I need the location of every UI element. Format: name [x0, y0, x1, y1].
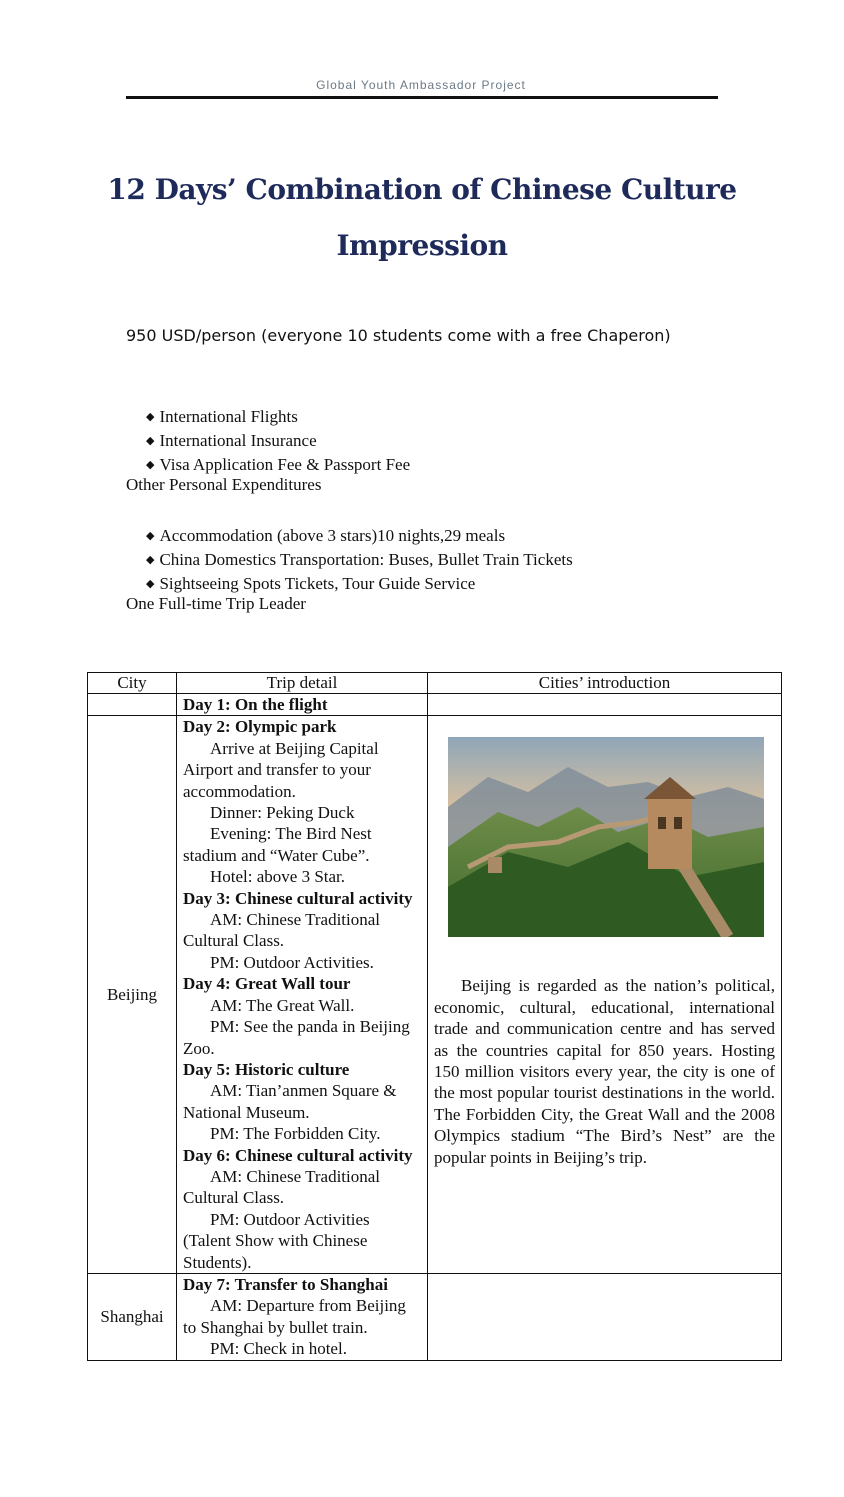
city-cell-empty: [88, 694, 177, 716]
shanghai-detail-cell: [177, 1273, 428, 1360]
header-rule: [126, 96, 718, 99]
title-line-2: Impression: [336, 229, 508, 262]
detail-line: PM: Outdoor Activities: [210, 1209, 370, 1229]
list-item: ◆ Sightseeing Spots Tickets, Tour Guide Service: [146, 573, 573, 597]
detail-line: Cultural Class.: [183, 931, 285, 951]
detail-line: PM: Outdoor Activities.: [210, 952, 374, 972]
detail-line: Airport and transfer to your accommodation.: [183, 760, 371, 801]
detail-line: AM: Departure from Beijing: [210, 1296, 406, 1316]
day-title: Day 5: Historic culture: [183, 1059, 350, 1079]
day-title: Day 2: Olympic park: [183, 717, 337, 737]
header-city: City: [88, 673, 177, 694]
list-item: ◆ China Domestics Transportation: Buses, Bullet Train Tickets: [146, 549, 573, 573]
beijing-intro-text: Beijing is regarded as the nation’s political, economic, cultural, educational, international trade and communication centre and has served as the countries capital for 850 years. Hosting 150 million visitors every year, the city is one of the most popular tourist destinations in the world. The Forbidden City, the Great Wall and the 2008 Olympics stadium “The Bird’s Nest” are the popular points in Beijing’s trip.: [434, 976, 775, 1167]
beijing-intro-cell: [428, 716, 782, 1274]
header-cities-intro: Cities’ introduction: [428, 673, 782, 694]
day-title: Day 3: Chinese cultural activity: [183, 888, 413, 908]
list-item: ◆ International Flights: [146, 406, 410, 430]
detail-line: AM: Chinese Traditional: [210, 1166, 381, 1186]
detail-line: Hotel: above 3 Star.: [210, 867, 346, 887]
price-line: 950 USD/person (everyone 10 students come with a free Chaperon): [126, 326, 671, 345]
detail-line: Dinner: Peking Duck: [210, 803, 355, 823]
detail-line: PM: The Forbidden City.: [210, 1124, 381, 1144]
header-trip-detail: Trip detail: [177, 673, 428, 694]
included-list: [146, 525, 573, 597]
list-item: ◆ Accommodation (above 3 stars)10 nights,29 meals: [146, 525, 573, 549]
great-wall-photo: [448, 737, 764, 937]
detail-line: National Museum.: [183, 1102, 310, 1122]
table-row: [88, 716, 782, 1274]
day-title: Day 1: On the flight: [183, 695, 328, 714]
detail-line: to Shanghai by bullet train.: [183, 1317, 368, 1337]
running-header: Global Youth Ambassador Project: [316, 78, 526, 92]
detail-line: AM: Chinese Traditional: [210, 910, 381, 930]
title-line-1: 12 Days’ Combination of Chinese Culture: [107, 173, 737, 206]
included-extra: One Full-time Trip Leader: [126, 594, 306, 613]
list-item: ◆ Visa Application Fee & Passport Fee: [146, 454, 410, 478]
excluded-list: [146, 406, 410, 478]
excluded-extra: Other Personal Expenditures: [126, 475, 322, 494]
detail-line: Evening: The Bird Nest: [210, 824, 372, 844]
detail-line: PM: See the panda in Beijing: [210, 1017, 410, 1037]
detail-line: AM: The Great Wall.: [210, 995, 355, 1015]
shanghai-intro-cell: [428, 1273, 782, 1360]
detail-line: AM: Tian’anmen Square &: [210, 1081, 397, 1101]
detail-line: (Talent Show with Chinese: [183, 1231, 368, 1251]
detail-line: stadium and “Water Cube”.: [183, 845, 370, 865]
day-title: Day 6: Chinese cultural activity: [183, 1145, 413, 1165]
detail-line: Cultural Class.: [183, 1188, 285, 1208]
detail-line: Arrive at Beijing Capital: [210, 738, 379, 758]
beijing-detail-cell: [177, 716, 428, 1274]
detail-line: Zoo.: [183, 1038, 215, 1058]
detail-line: PM: Check in hotel.: [210, 1339, 347, 1359]
table-row: [88, 694, 782, 716]
detail-line: Students).: [183, 1252, 252, 1272]
table-row: [88, 1273, 782, 1360]
intro-cell-empty: [428, 694, 782, 716]
day-title: Day 4: Great Wall tour: [183, 974, 351, 994]
city-shanghai: Shanghai: [88, 1273, 177, 1360]
day1-cell: [177, 694, 428, 716]
day-title: Day 7: Transfer to Shanghai: [183, 1274, 388, 1294]
page-title: [100, 162, 744, 274]
itinerary-table: [87, 672, 782, 1361]
table-header-row: [88, 673, 782, 694]
city-beijing: Beijing: [88, 716, 177, 1274]
list-item: ◆ International Insurance: [146, 430, 410, 454]
